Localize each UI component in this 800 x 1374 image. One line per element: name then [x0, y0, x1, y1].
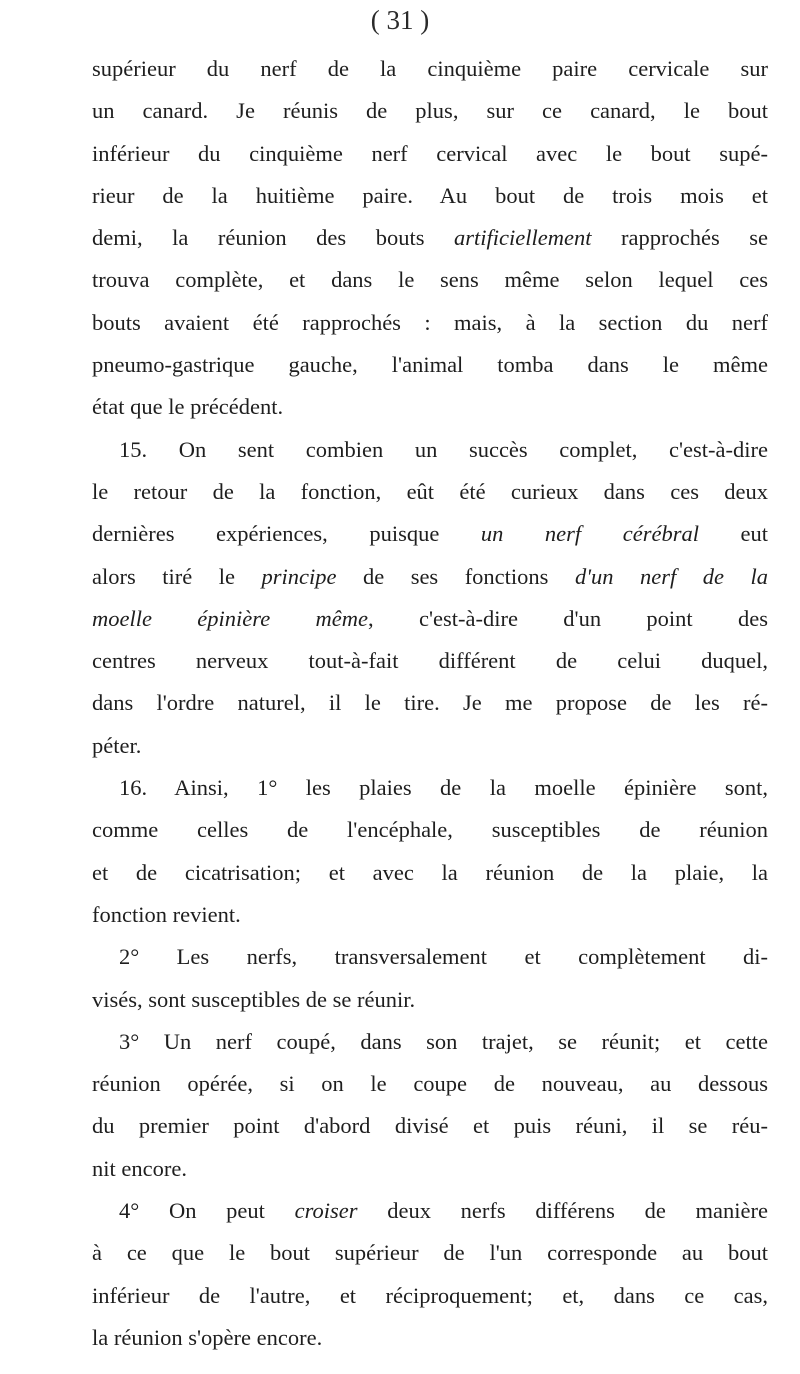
text-segment: centres nerveux tout-à-fait différent de celui duquel, — [92, 648, 768, 674]
text-line — [92, 259, 768, 301]
text-segment: pneumo-gastrique gauche, l'animal tomba dans le même — [92, 352, 768, 378]
text-segment: alors tiré le — [92, 563, 262, 589]
text-segment: 4° On peut — [119, 1198, 295, 1224]
text-segment: inférieur du cinquième nerf cervical avec le bout supé- — [92, 140, 768, 166]
text-segment: péter. — [92, 732, 142, 758]
text-line — [92, 1021, 768, 1063]
text-line — [92, 1317, 768, 1359]
text-line — [92, 640, 768, 682]
text-segment: dans l'ordre naturel, il le tire. Je me propose de les ré- — [92, 690, 768, 716]
text-segment: réunion opérée, si on le coupe de nouveau, au dessous — [92, 1071, 768, 1097]
text-segment: du premier point d'abord divisé et puis réuni, il se réu- — [92, 1113, 768, 1139]
text-segment: état que le précédent. — [92, 394, 284, 420]
text-line — [92, 598, 768, 640]
text-line — [92, 217, 768, 259]
text-segment: comme celles de l'encéphale, susceptibles de réunion — [92, 817, 768, 843]
text-segment: de ses fonctions — [336, 563, 575, 589]
text-line — [92, 1105, 768, 1147]
text-line — [92, 471, 768, 513]
italic-text: croiser — [294, 1198, 358, 1224]
text-line — [92, 1232, 768, 1274]
text-line — [92, 682, 768, 724]
italic-text: moelle épinière même — [92, 605, 368, 631]
text-line — [92, 556, 768, 598]
text-segment: rapprochés se — [591, 225, 768, 251]
text-line — [92, 725, 768, 767]
text-segment: 16. Ainsi, 1° les plaies de la moelle épinière sont, — [119, 775, 768, 801]
text-segment: trouva complète, et dans le sens même selon lequel ces — [92, 267, 768, 293]
text-segment: supérieur du nerf de la cinquième paire cervicale sur — [92, 56, 768, 81]
text-segment: dernières expériences, puisque — [92, 521, 481, 547]
italic-text: un nerf cérébral — [480, 521, 699, 547]
text-line — [92, 429, 768, 471]
body-text — [92, 48, 768, 1359]
text-segment: un canard. Je réunis de plus, sur ce canard, le bout — [92, 98, 768, 124]
text-segment: demi, la réunion des bouts — [92, 225, 454, 251]
text-line — [92, 513, 768, 555]
text-segment: rieur de la huitième paire. Au bout de trois mois et — [92, 182, 768, 208]
text-segment: le retour de la fonction, eût été curieux dans ces deux — [92, 478, 768, 504]
text-segment: et de cicatrisation; et avec la réunion de la plaie, la — [92, 859, 768, 885]
text-segment: eut — [698, 521, 768, 547]
text-line — [92, 894, 768, 936]
text-line — [92, 344, 768, 386]
text-line — [92, 767, 768, 809]
text-line — [92, 936, 768, 978]
text-line — [92, 48, 768, 90]
text-segment: 2° Les nerfs, transversalement et complètement di- — [119, 944, 768, 970]
italic-text: principe — [261, 563, 337, 589]
text-segment: deux nerfs différens de manière — [357, 1198, 768, 1224]
text-line — [92, 1148, 768, 1190]
text-segment: nit encore. — [92, 1155, 187, 1181]
text-line — [92, 302, 768, 344]
italic-text: artificiellement — [454, 225, 592, 251]
text-line — [92, 386, 768, 428]
text-segment: inférieur de l'autre, et réciproquement; et, dans ce cas, — [92, 1282, 768, 1308]
text-line — [92, 979, 768, 1021]
text-segment: bouts avaient été rapprochés : mais, à la section du nerf — [92, 309, 768, 335]
text-line — [92, 1063, 768, 1105]
text-line — [92, 90, 768, 132]
text-segment: visés, sont susceptibles de se réunir. — [92, 986, 416, 1012]
text-line — [92, 133, 768, 175]
text-segment: la réunion s'opère encore. — [92, 1324, 323, 1350]
text-line — [92, 852, 768, 894]
text-segment: 15. On sent combien un succès complet, c'est-à-dire — [119, 436, 768, 462]
text-line — [92, 809, 768, 851]
text-segment: à ce que le bout supérieur de l'un corresponde au bout — [92, 1240, 768, 1266]
italic-text: d'un nerf de la — [574, 563, 768, 589]
text-line — [92, 1190, 768, 1232]
text-segment: , c'est-à-dire d'un point des — [368, 605, 768, 631]
text-segment: 3° Un nerf coupé, dans son trajet, se réunit; et cette — [119, 1028, 768, 1054]
text-line — [92, 175, 768, 217]
page-number: ( 31 ) — [370, 5, 430, 35]
text-line — [92, 1275, 768, 1317]
text-segment: fonction revient. — [92, 901, 241, 927]
